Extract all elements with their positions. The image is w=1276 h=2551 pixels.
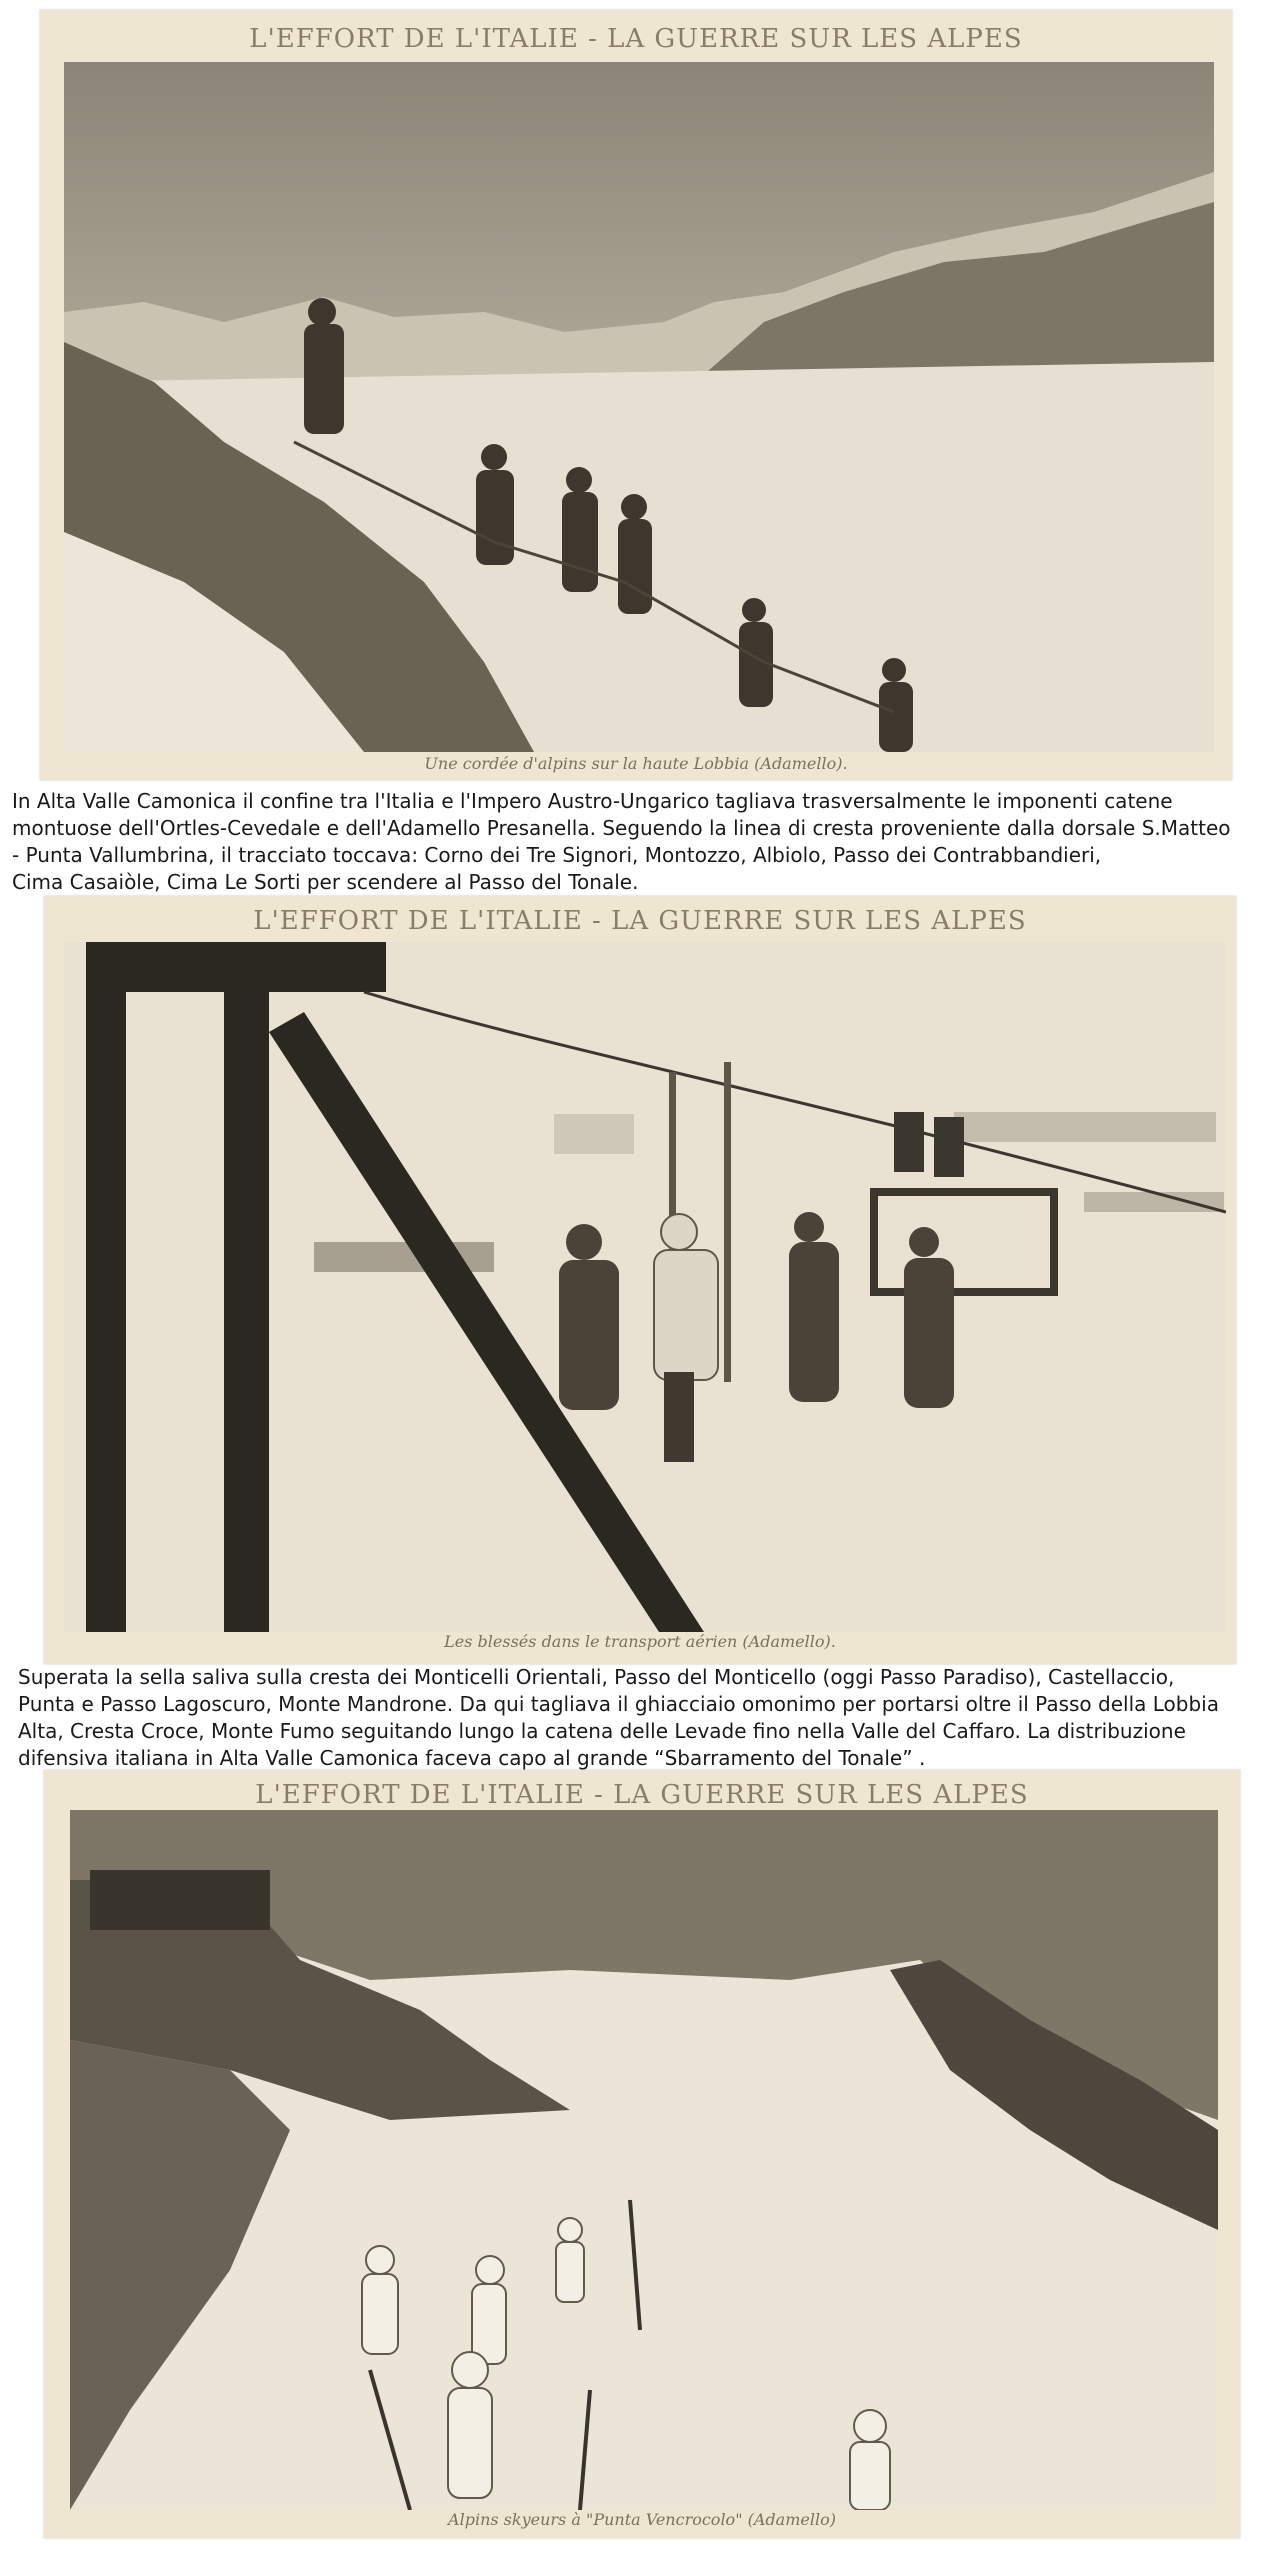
paragraph-1: In Alta Valle Camonica il confine tra l'Italia e l'Impero Austro-Ungarico tagliava trasversalmente le imponenti catene montuose dell'Ortles-Cevedale e dell'Adamello Presanella. Seguendo la linea di cresta proveniente dalla dorsale S.Matteo - Punta Vallumbrina, il tracciato toccava: Corno dei Tre Signori, Montozzo, Albiolo, Passo dei Contrabbandieri, Cima Casaiòle, Cima Le Sorti per scendere al Passo del Tonale.	[12, 789, 1231, 894]
photo-ski-troops	[70, 1810, 1218, 2510]
postcard-1	[40, 10, 1232, 780]
paragraph-2: Superata la sella saliva sulla cresta dei Monticelli Orientali, Passo del Monticello (oggi Passo Paradiso), Castellaccio, Punta e Passo Lagoscuro, Monte Mandrone. Da qui tagliava il ghiacciaio omonimo per portarsi oltre il Passo della Lobbia Alta, Cresta Croce, Monte Fumo seguitando lungo la catena delle Levade fino nella Valle del Caffaro. La distribuzione difensiva italiana in Alta Valle Camonica faceva capo al grande “Sbarramento del Tonale” .	[18, 1665, 1219, 1770]
postcard-2	[44, 896, 1236, 1664]
postcard-header: L'EFFORT DE L'ITALIE - LA GUERRE SUR LES ALPES	[255, 1780, 1029, 1810]
photo-rope-team	[64, 62, 1214, 752]
postcard-caption: Une cordée d'alpins sur la haute Lobbia (Adamello).	[424, 754, 848, 773]
postcard-caption: Les blessés dans le transport aérien (Adamello).	[444, 1632, 836, 1651]
photo-cableway	[64, 942, 1226, 1632]
postcard-header: L'EFFORT DE L'ITALIE - LA GUERRE SUR LES ALPES	[249, 24, 1023, 54]
postcard-caption: Alpins skyeurs à "Punta Vencrocolo" (Adamello)	[448, 2510, 836, 2529]
postcard-3	[44, 1770, 1240, 2538]
postcard-header: L'EFFORT DE L'ITALIE - LA GUERRE SUR LES ALPES	[253, 906, 1027, 936]
